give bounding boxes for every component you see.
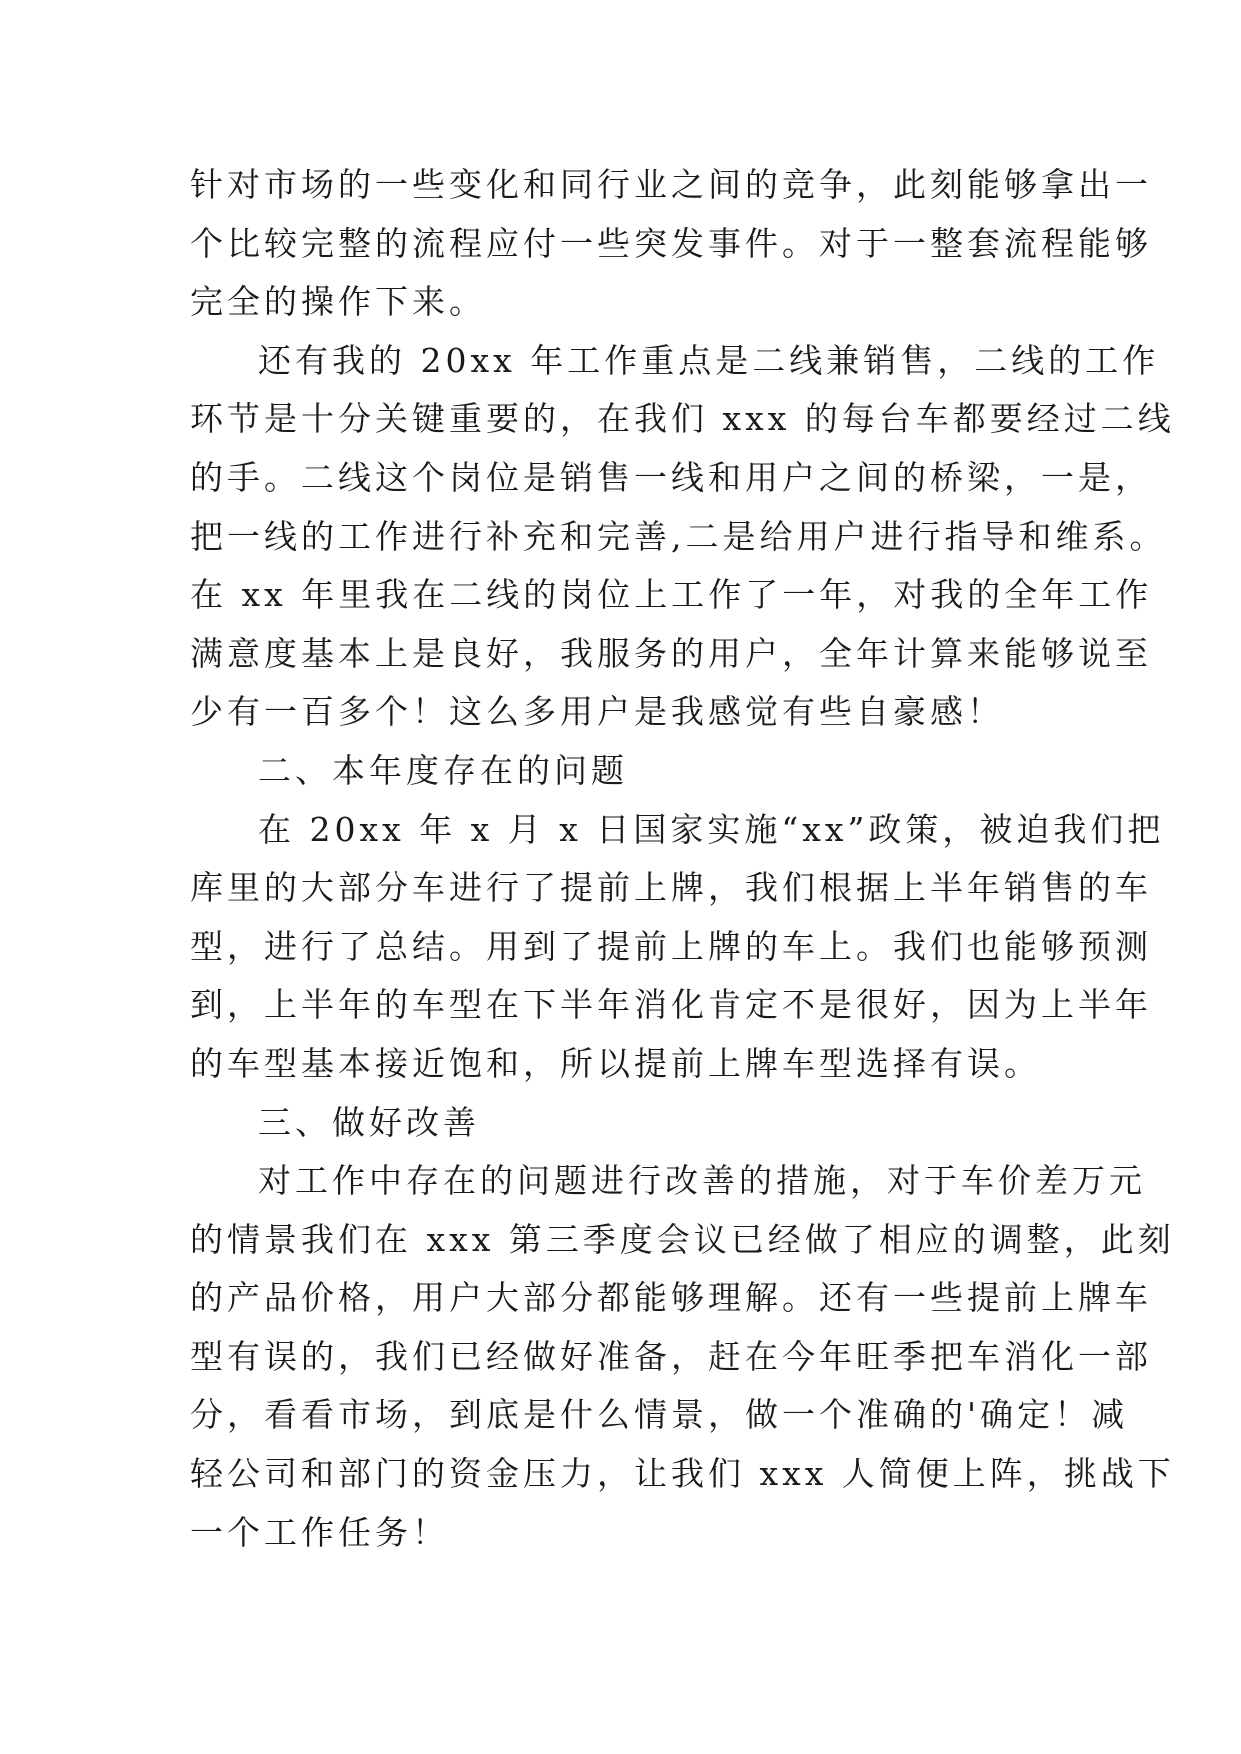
text-line: 型有误的，我们已经做好准备，赶在今年旺季把车消化一部 xyxy=(190,1336,1152,1376)
text-line: 的情景我们在 xxx 第三季度会议已经做了相应的调整，此刻 xyxy=(190,1219,1175,1259)
text-line: 在 20xx 年 x 月 x 日国家实施“xx”政策，被迫我们把 xyxy=(258,809,1165,849)
text-line: 轻公司和部门的资金压力，让我们 xxx 人简便上阵，挑战下 xyxy=(190,1454,1175,1494)
text-line: 的产品价格，用户大部分都能够理解。还有一些提前上牌车 xyxy=(190,1278,1152,1318)
text-line: 个比较完整的流程应付一些突发事件。对于一整套流程能够 xyxy=(190,223,1152,263)
text-line: 分，看看市场，到底是什么情景，做一个准确的'确定！减 xyxy=(190,1395,1129,1435)
text-line: 一个工作任务！ xyxy=(190,1512,449,1552)
text-line: 完全的操作下来。 xyxy=(190,282,486,322)
text-line: 型，进行了总结。用到了提前上牌的车上。我们也能够预测 xyxy=(190,926,1152,966)
text-line: 到，上半年的车型在下半年消化肯定不是很好，因为上半年 xyxy=(190,985,1152,1025)
text-line: 把一线的工作进行补充和完善,二是给用户进行指导和维系。 xyxy=(190,516,1167,556)
text-line: 环节是十分关键重要的，在我们 xxx 的每台车都要经过二线 xyxy=(190,399,1175,439)
document-body xyxy=(190,156,1175,1562)
text-line: 库里的大部分车进行了提前上牌，我们根据上半年销售的车 xyxy=(190,868,1152,908)
text-line: 还有我的 20xx 年工作重点是二线兼销售，二线的工作 xyxy=(258,340,1160,380)
text-line: 的车型基本接近饱和，所以提前上牌车型选择有误。 xyxy=(190,1043,1041,1083)
text-line: 对工作中存在的问题进行改善的措施，对于车价差万元 xyxy=(258,1161,1146,1201)
section-heading: 二、本年度存在的问题 xyxy=(258,750,628,790)
text-line: 针对市场的一些变化和同行业之间的竞争，此刻能够拿出一 xyxy=(190,165,1152,204)
section-heading: 三、做好改善 xyxy=(258,1102,480,1142)
text-line: 少有一百多个！这么多用户是我感觉有些自豪感！ xyxy=(190,692,1004,732)
text-line: 满意度基本上是良好，我服务的用户，全年计算来能够说至 xyxy=(190,633,1152,673)
text-line: 的手。二线这个岗位是销售一线和用户之间的桥梁，一是， xyxy=(190,457,1152,497)
text-line: 在 xx 年里我在二线的岗位上工作了一年，对我的全年工作 xyxy=(190,575,1153,615)
